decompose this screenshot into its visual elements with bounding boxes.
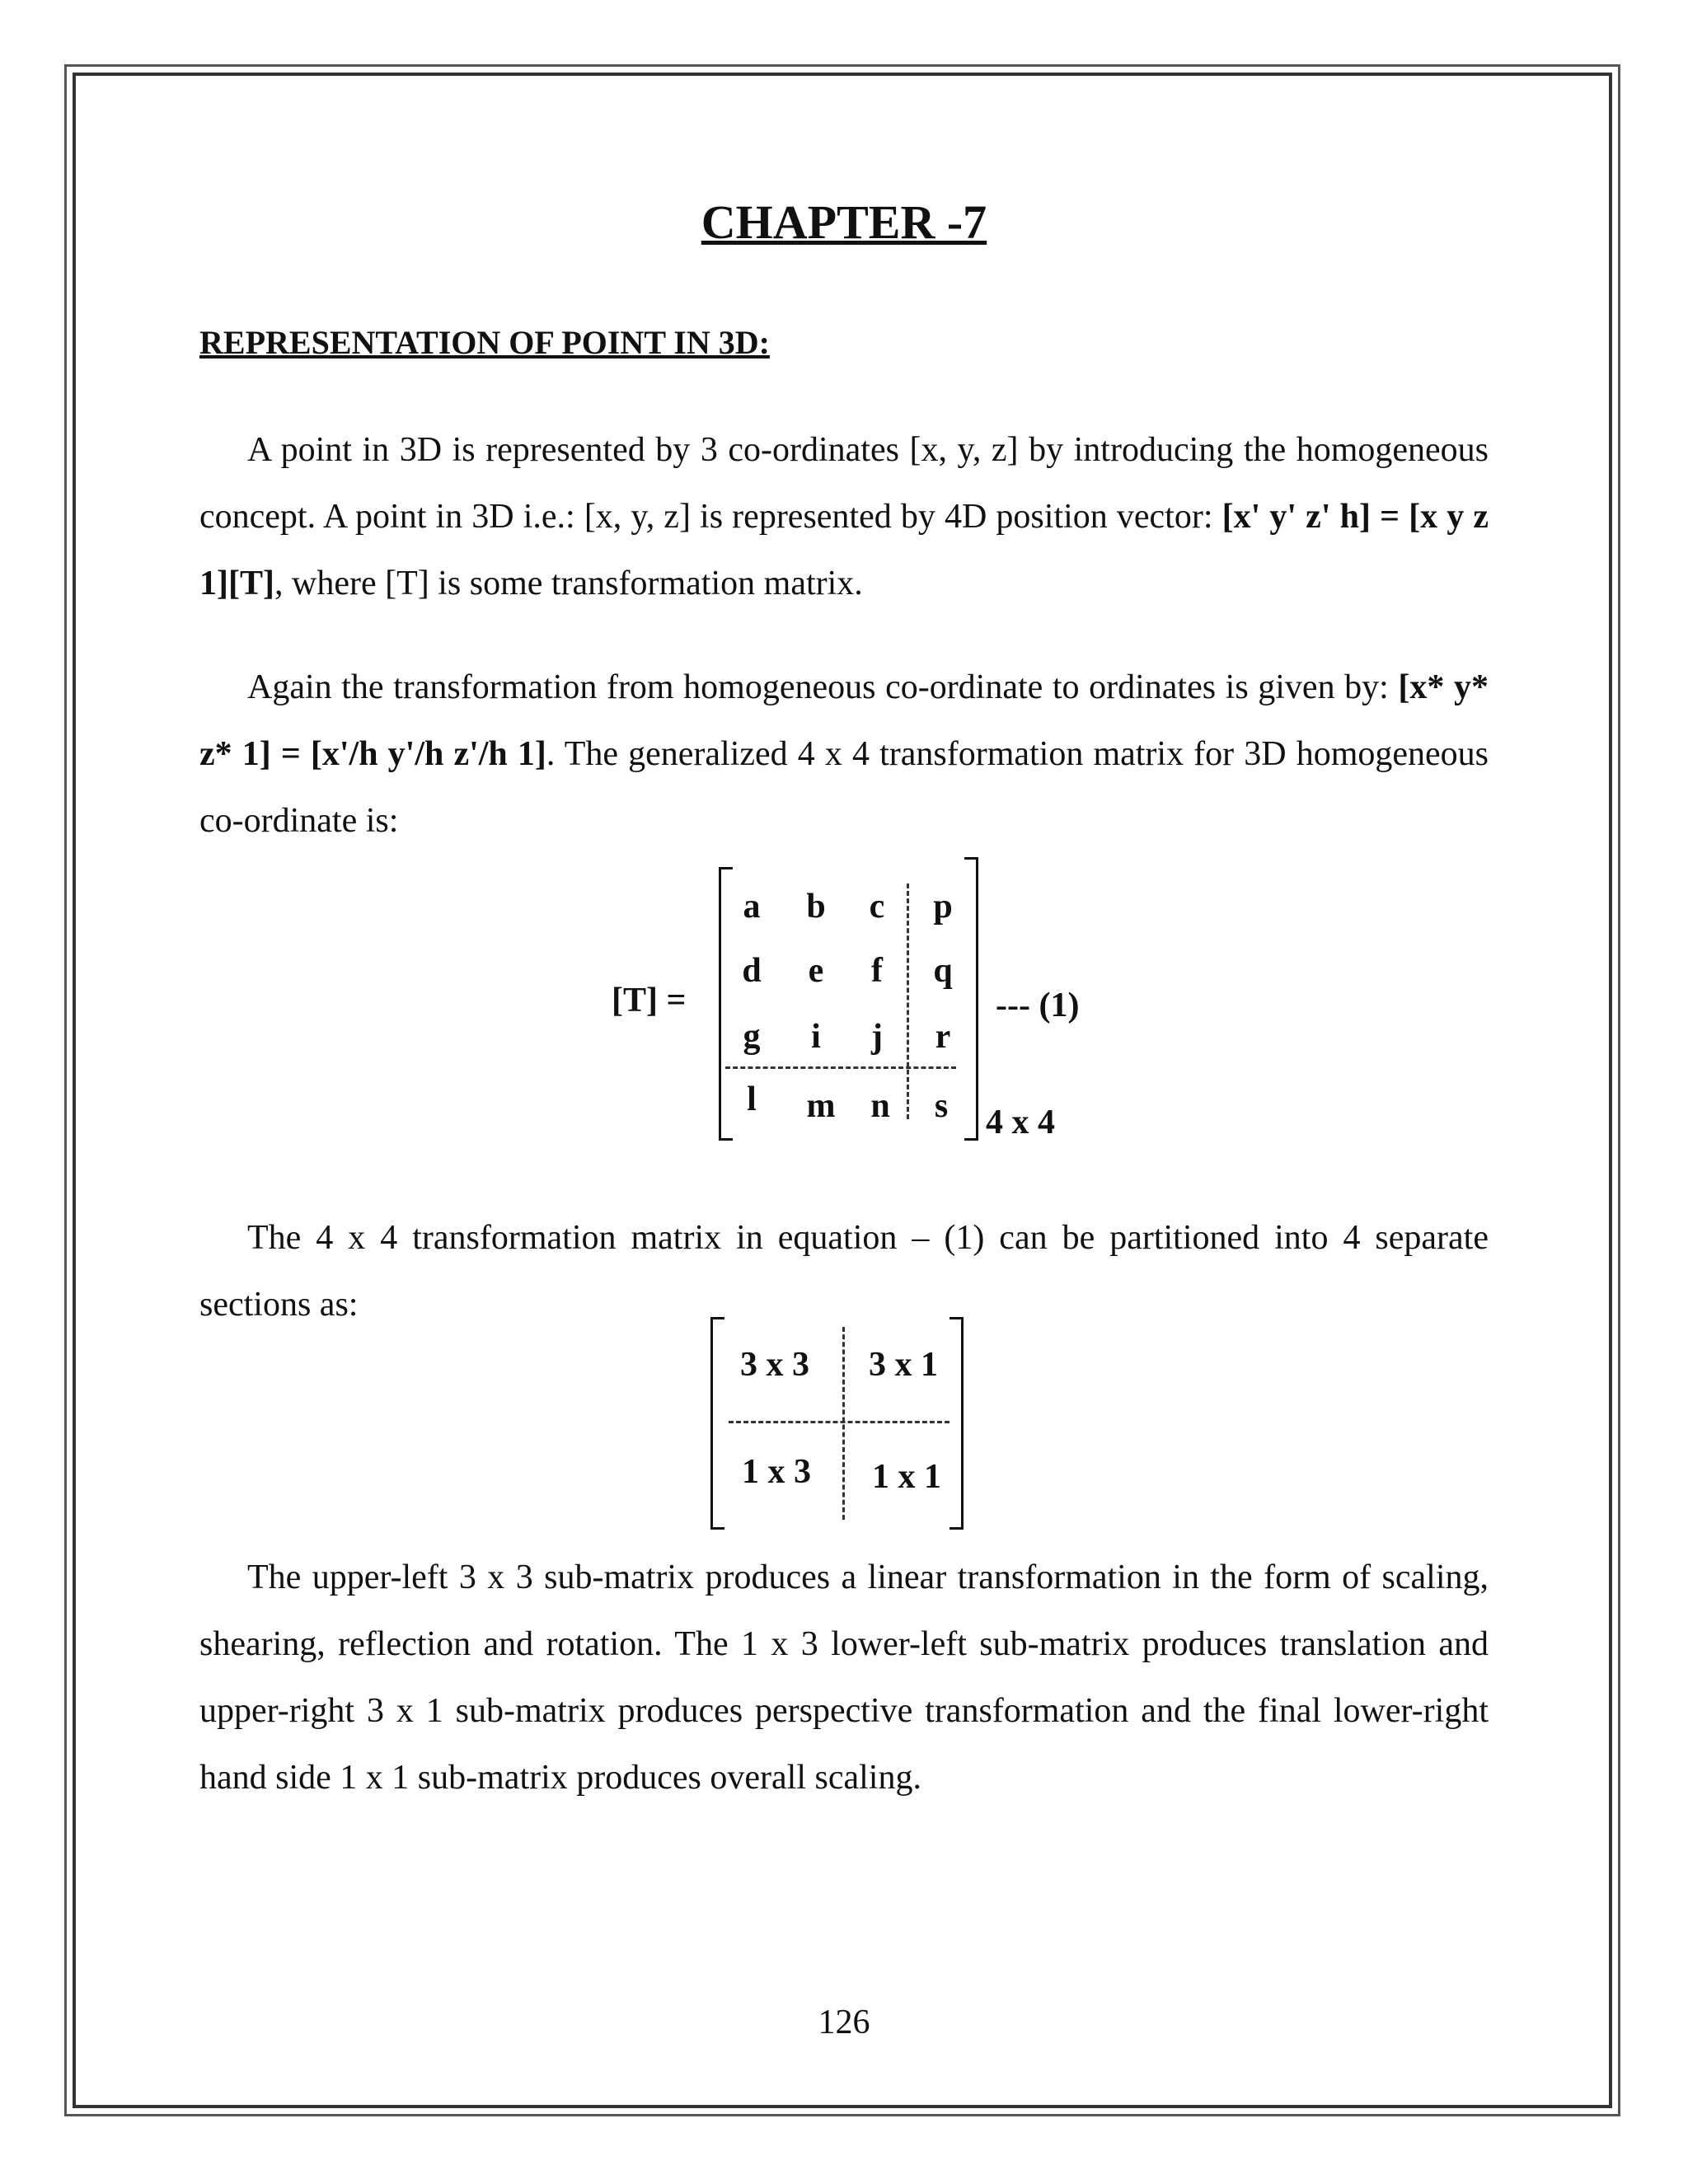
paragraph2-text-b: . The generalized 4 x 4 transformation matrix for 3D homogeneous co-ordinate is: (199, 735, 1489, 840)
block-lower-left: 1 x 3 (742, 1453, 811, 1491)
matrix-cell: b (806, 888, 826, 926)
matrix-cell: g (743, 1018, 761, 1056)
matrix-cell: d (742, 952, 762, 990)
paragraph2-equation: [x* y* z* 1] = [x'/h y'/h z'/h 1] (199, 668, 1489, 773)
block-upper-left: 3 x 3 (740, 1346, 809, 1384)
matrix-cell: j (871, 1018, 883, 1056)
paragraph1-text-b: , where [T] is some transformation matrix. (274, 565, 863, 602)
paragraph1-equation: [x' y' z' h] = [x y z 1][T] (199, 498, 1489, 602)
equation-number: --- (1) (996, 987, 1080, 1024)
matrix-cell: i (811, 1018, 821, 1056)
partition-right-bracket (950, 1317, 964, 1530)
page-number: 126 (818, 2004, 870, 2041)
paragraph2-text-a: Again the transformation from homogeneous co-ordinate to ordinates is given by: (247, 668, 1399, 706)
section-heading: REPRESENTATION OF POINT IN 3D: (199, 324, 770, 361)
partition-horizontal-divider (729, 1421, 950, 1423)
matrix-cell: m (806, 1087, 836, 1125)
matrix-cell: n (870, 1087, 890, 1125)
partition-vertical-divider (842, 1327, 845, 1520)
matrix-cell: e (808, 952, 824, 990)
matrix-cell: f (871, 952, 883, 990)
matrix-cell: r (935, 1018, 951, 1056)
matrix-t-left-bracket (719, 867, 733, 1141)
block-upper-right: 3 x 1 (869, 1346, 938, 1384)
block-lower-right: 1 x 1 (872, 1458, 941, 1496)
matrix-t-horizontal-divider (725, 1066, 956, 1069)
chapter-title: CHAPTER -7 (701, 195, 987, 249)
matrix-cell: s (934, 1087, 949, 1125)
matrix-cell: a (743, 888, 761, 926)
partition-left-bracket (710, 1317, 724, 1530)
matrix-cell: q (933, 952, 953, 990)
paragraph-homogeneous-conversion (199, 654, 1489, 855)
matrix-cell: c (869, 888, 885, 926)
paragraph-submatrix-description: The upper-left 3 x 3 sub-matrix produces a linear transformation in the form of scaling, shearing, reflection and rotation. The 1 x 3 lower-left sub-matrix produces translation and upper-right 3 x 1 sub-matrix produces perspective transformation and the final lower-right hand side 1 x 1 sub-matrix produces overall scaling. (199, 1558, 1489, 1797)
matrix-t-right-bracket (964, 857, 978, 1141)
matrix-t-vertical-divider (907, 883, 909, 1119)
paragraph1-text-a: A point in 3D is represented by 3 co-ordinates [x, y, z] by introducing the homogeneous concept. A point in 3D i.e.: [x, y, z] is represented by 4D position vector: (199, 431, 1489, 536)
paragraph-point-representation (199, 417, 1489, 617)
matrix-cell: l (747, 1080, 757, 1118)
paragraph-partition-intro: The 4 x 4 transformation matrix in equation – (1) can be partitioned into 4 separate sections as: (199, 1219, 1489, 1324)
matrix-dimension-label: 4 x 4 (986, 1104, 1055, 1141)
matrix-t-label: [T] = (612, 982, 687, 1019)
matrix-cell: p (933, 888, 953, 926)
